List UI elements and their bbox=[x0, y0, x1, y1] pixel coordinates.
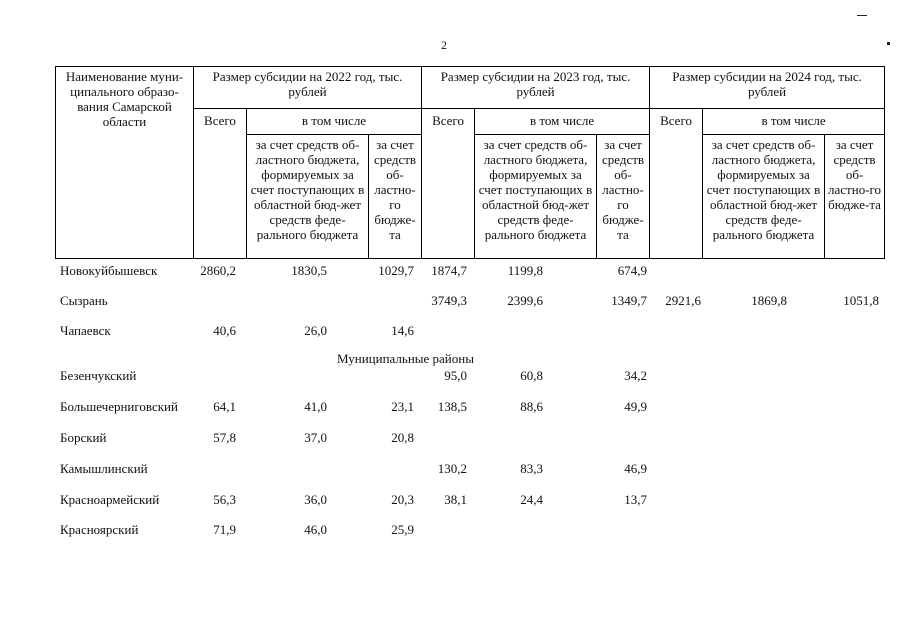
municipality-name: Борский bbox=[60, 430, 107, 445]
header-total-2023: Всего bbox=[422, 109, 475, 259]
header-name-column: Наименование муни-ципального образо-вания Самарской области bbox=[56, 67, 194, 259]
value-cell: 83,3 bbox=[520, 461, 543, 476]
municipality-name: Камышлинский bbox=[60, 461, 148, 476]
value-cell: 57,8 bbox=[213, 430, 236, 445]
value-cell: 37,0 bbox=[304, 430, 327, 445]
municipality-name: Красноармейский bbox=[60, 492, 160, 507]
value-cell: 1874,7 bbox=[431, 263, 467, 278]
value-cell: 20,3 bbox=[391, 492, 414, 507]
value-cell: 71,9 bbox=[213, 522, 236, 537]
value-cell: 2860,2 bbox=[200, 263, 236, 278]
value-cell: 1349,7 bbox=[611, 293, 647, 308]
header-total-2024: Всего bbox=[650, 109, 703, 259]
value-cell: 3749,3 bbox=[431, 293, 467, 308]
value-cell: 46,9 bbox=[624, 461, 647, 476]
value-cell: 1051,8 bbox=[843, 293, 879, 308]
table-row bbox=[55, 323, 884, 341]
header-regional-2024: за счет средств об-ластно-го бюдже-та bbox=[825, 135, 885, 259]
value-cell: 23,1 bbox=[391, 399, 414, 414]
table-row bbox=[55, 263, 884, 281]
value-cell: 38,1 bbox=[444, 492, 467, 507]
value-cell: 49,9 bbox=[624, 399, 647, 414]
table-row bbox=[55, 522, 884, 540]
page-number: 2 bbox=[441, 38, 447, 52]
header-including-2022: в том числе bbox=[247, 109, 422, 135]
value-cell: 60,8 bbox=[520, 368, 543, 383]
header-total-2022: Всего bbox=[194, 109, 247, 259]
value-cell: 26,0 bbox=[304, 323, 327, 338]
value-cell: 46,0 bbox=[304, 522, 327, 537]
table-row bbox=[55, 399, 884, 417]
scan-mark bbox=[887, 42, 890, 45]
municipality-name: Большечерниговский bbox=[60, 399, 178, 414]
header-including-2024: в том числе bbox=[703, 109, 885, 135]
municipality-name: Сызрань bbox=[60, 293, 108, 308]
value-cell: 2921,6 bbox=[665, 293, 701, 308]
value-cell: 20,8 bbox=[391, 430, 414, 445]
header-year-2022: Размер субсидии на 2022 год, тыс. рублей bbox=[194, 67, 422, 109]
value-cell: 95,0 bbox=[444, 368, 467, 383]
value-cell: 40,6 bbox=[213, 323, 236, 338]
municipality-name: Новокуйбышевск bbox=[60, 263, 158, 278]
value-cell: 24,4 bbox=[520, 492, 543, 507]
value-cell: 25,9 bbox=[391, 522, 414, 537]
value-cell: 674,9 bbox=[617, 263, 647, 278]
header-federal-2023: за счет средств об-ластного бюджета, формируемых за счет поступающих в областной бюд-жет средств феде-рального бюджета bbox=[475, 135, 597, 259]
subsidy-table-header bbox=[55, 66, 885, 259]
value-cell: 13,7 bbox=[624, 492, 647, 507]
section-label: Муниципальные районы bbox=[337, 351, 474, 366]
value-cell: 56,3 bbox=[213, 492, 236, 507]
table-row bbox=[55, 430, 884, 448]
value-cell: 2399,6 bbox=[507, 293, 543, 308]
municipality-name: Чапаевск bbox=[60, 323, 111, 338]
value-cell: 14,6 bbox=[391, 323, 414, 338]
value-cell: 34,2 bbox=[624, 368, 647, 383]
header-federal-2024: за счет средств об-ластного бюджета, формируемых за счет поступающих в областной бюд-жет средств феде-рального бюджета bbox=[703, 135, 825, 259]
value-cell: 1869,8 bbox=[751, 293, 787, 308]
municipality-name: Безенчукский bbox=[60, 368, 137, 383]
value-cell: 138,5 bbox=[437, 399, 467, 414]
value-cell: 1199,8 bbox=[507, 263, 543, 278]
value-cell: 64,1 bbox=[213, 399, 236, 414]
header-regional-2023: за счет средств об-ластно-го бюдже-та bbox=[597, 135, 650, 259]
table-row bbox=[55, 461, 884, 479]
header-federal-2022: за счет средств об-ластного бюджета, формируемых за счет поступающих в областной бюд-жет средств феде-рального бюджета bbox=[247, 135, 369, 259]
header-including-2023: в том числе bbox=[475, 109, 650, 135]
value-cell: 88,6 bbox=[520, 399, 543, 414]
table-row bbox=[55, 368, 884, 386]
header-year-2023: Размер субсидии на 2023 год, тыс. рублей bbox=[422, 67, 650, 109]
value-cell: 1830,5 bbox=[291, 263, 327, 278]
header-year-2024: Размер субсидии на 2024 год, тыс. рублей bbox=[650, 67, 885, 109]
scan-mark bbox=[857, 15, 867, 16]
value-cell: 41,0 bbox=[304, 399, 327, 414]
municipality-name: Красноярский bbox=[60, 522, 139, 537]
table-row bbox=[55, 293, 884, 311]
value-cell: 36,0 bbox=[304, 492, 327, 507]
header-regional-2022: за счет средств об-ластно-го бюдже-та bbox=[369, 135, 422, 259]
value-cell: 1029,7 bbox=[378, 263, 414, 278]
value-cell: 130,2 bbox=[437, 461, 467, 476]
table-row bbox=[55, 492, 884, 510]
